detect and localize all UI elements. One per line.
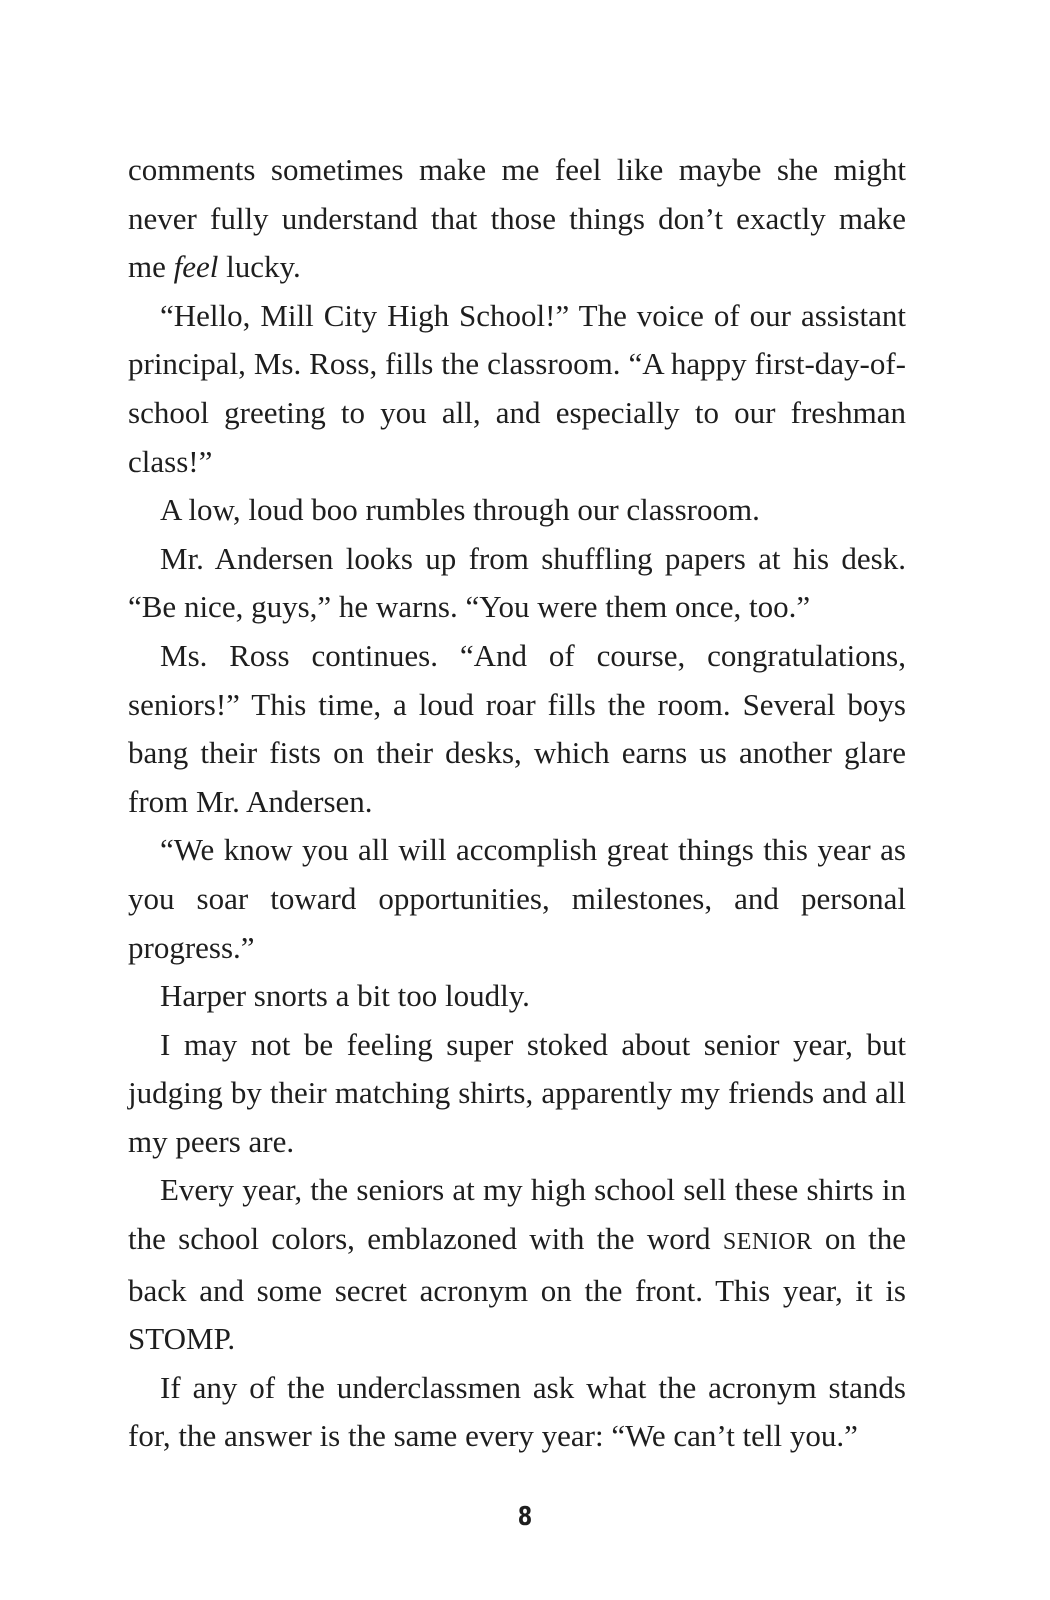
- word-senior: SENIOR: [722, 1229, 813, 1256]
- paragraph-6: “We know you all will accomplish great things this year as you soar toward opportunities, milestones, and personal progress.”: [128, 832, 906, 965]
- paragraph-9-text: Every year, the seniors at my high school sell these shirts in the school colors, emblazoned with the word: [128, 1172, 906, 1257]
- paragraph-3: A low, loud boo rumbles through our classroom.: [160, 492, 760, 528]
- emphasis-feel: feel: [173, 249, 219, 285]
- paragraph-7: Harper snorts a bit too loudly.: [160, 978, 530, 1014]
- paragraph-9: [128, 1166, 906, 1363]
- body-text: [128, 146, 906, 1461]
- paragraph-5: Ms. Ross continues. “And of course, congratulations, seniors!” This time, a loud roar fills the room. Several boys bang their fists on their desks, which earns us another glare from Mr. Andersen.: [128, 637, 906, 819]
- paragraph-10: If any of the underclassmen ask what the acronym stands for, the answer is the same every year: “We can’t tell you.”: [128, 1369, 906, 1454]
- paragraph-4: Mr. Andersen looks up from shuffling papers at his desk. “Be nice, guys,” he warns. “You were them once, too.”: [128, 540, 906, 625]
- paragraph-1-end: lucky.: [218, 249, 301, 285]
- paragraph-2: “Hello, Mill City High School!” The voice of our assistant principal, Ms. Ross, fills the classroom. “A happy first-day-of-school greeting to you all, and especially to our freshman class!”: [128, 297, 906, 479]
- paragraph-1-text: comments sometimes make me feel like maybe she might never fully understand that those things don’t exactly make me: [128, 152, 906, 285]
- paragraph-1: [128, 146, 906, 292]
- paragraph-8: I may not be feeling super stoked about senior year, but judging by their matching shirts, apparently my friends and all my peers are.: [128, 1026, 906, 1159]
- paragraph-9-end: on the back and some secret acronym on the front. This year, it is STOMP.: [128, 1221, 906, 1357]
- page-number: 8: [517, 1502, 533, 1532]
